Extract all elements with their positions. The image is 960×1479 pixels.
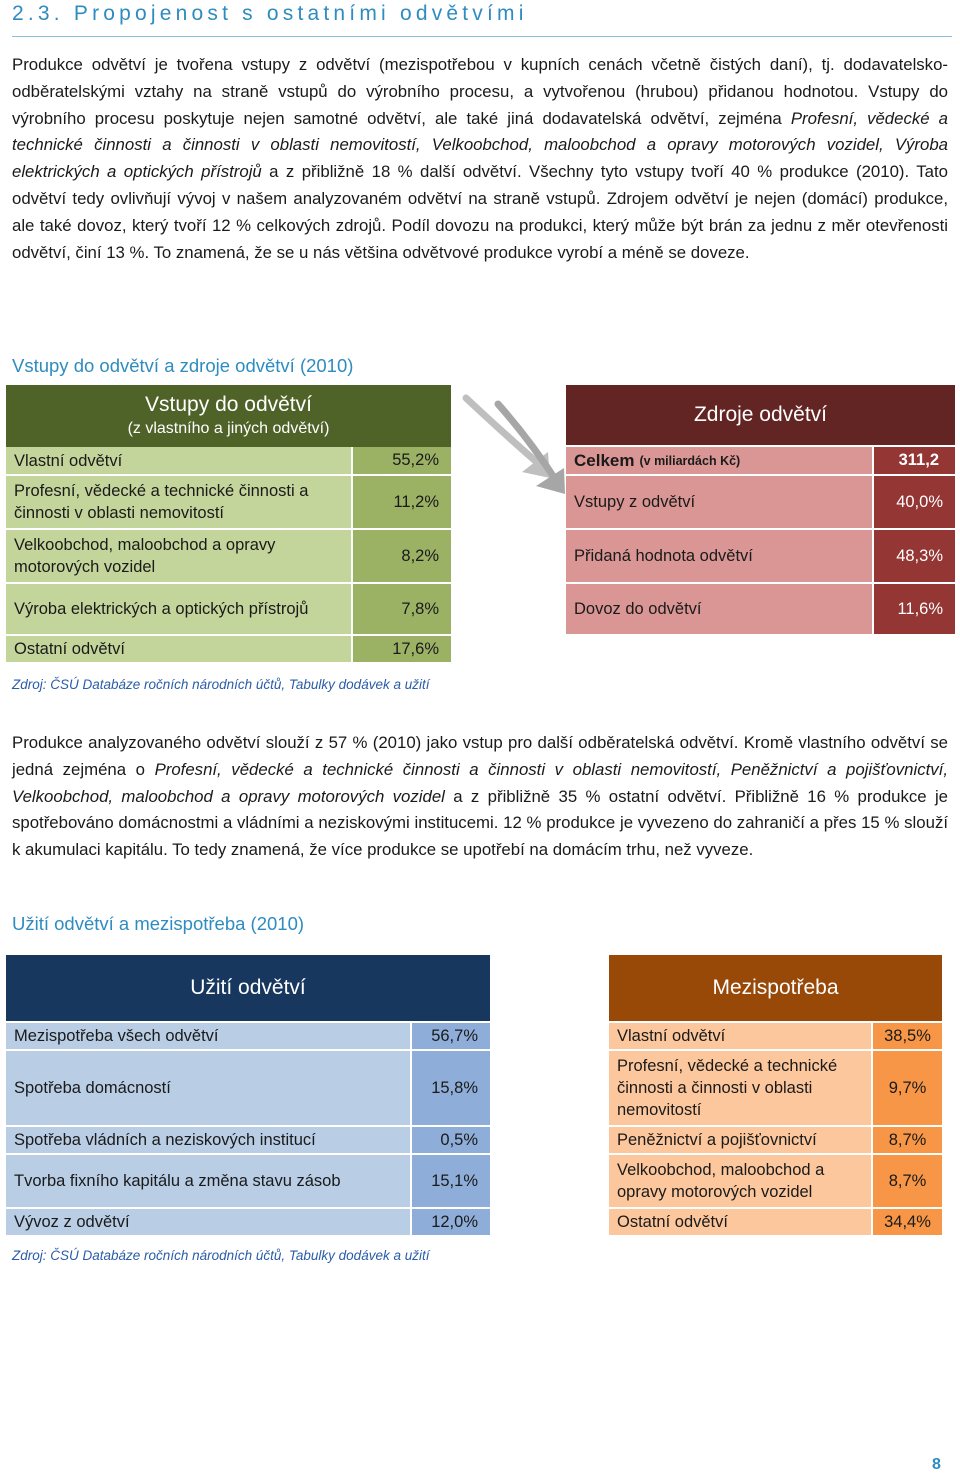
intermediate-table-header — [609, 955, 942, 1021]
sources_table-row-value: 40,0% — [874, 476, 955, 528]
inputs_table-row-value: 11,2% — [353, 476, 451, 528]
inputs-sources-title: Vstupy do odvětví a zdroje odvětví (2010) — [12, 355, 354, 376]
use-table-title: Užití odvětví — [190, 976, 306, 999]
intermediate-table-title: Mezispotřeba — [712, 976, 839, 999]
inputs_table-row-value: 7,8% — [353, 584, 451, 634]
paragraph1-segment: Produkce odvětví je tvořena vstupy z odvětví (mezispotřebou v kupních cenách včetně čistých daní), tj. dodavatelsko-odběratelskými vztahy na straně vstupů do výrobního procesu, a vytvořenou (hrubou) přidanou hodnotou. Vstupy do výrobního procesu poskytuje nejen samotné odvětví, ale také jiná dodavatelská odvětví, zejména — [12, 55, 948, 128]
intermediate_table-row-value: 34,4% — [873, 1209, 942, 1235]
sources_table-row-value: 11,6% — [874, 584, 955, 634]
use_table-row-label: Spotřeba vládních a neziskových institucí — [6, 1127, 410, 1153]
use_table-row-value: 0,5% — [412, 1127, 490, 1153]
intermediate_table-row-value: 8,7% — [873, 1127, 942, 1153]
inputs-table-subtitle: (z vlastního a jiných odvětví) — [127, 420, 330, 437]
intermediate_table-row-value: 38,5% — [873, 1023, 942, 1049]
intermediate_table-row-label: Vlastní odvětví — [609, 1023, 871, 1049]
sources_table-row-label: Vstupy z odvětví — [566, 476, 872, 528]
paragraph2-segment: Profesní, vědecké a technické činnosti a činnosti v oblasti nemovitostí, Peněžnictví a pojišťovnictví, Velkoobchod, maloobchod a opravy motorových vozidel — [12, 759, 948, 806]
usage-paragraph — [12, 730, 948, 864]
sources-total-word: Celkem — [574, 450, 635, 470]
sources-total-value: 311,2 — [874, 447, 955, 474]
sources_table-row-label: Přidaná hodnota odvětví — [566, 530, 872, 582]
intermediate_table-row-label: Velkoobchod, maloobchod a opravy motorových vozidel — [609, 1155, 871, 1207]
inputs_table-row-label: Profesní, vědecké a technické činnosti a činnosti v oblasti nemovitostí — [6, 476, 351, 528]
sources_table-row-value: 48,3% — [874, 530, 955, 582]
intermediate_table-row-value: 8,7% — [873, 1155, 942, 1207]
use_table-row-value: 56,7% — [412, 1023, 490, 1049]
use-table-header — [6, 955, 490, 1021]
inputs_table-row-label: Ostatní odvětví — [6, 636, 351, 662]
paragraph1-segment: a z přibližně 18 % další odvětví. Všechny tyto vstupy tvoří 40 % produkce (2010). Tato odvětví tedy ovlivňují vývoj v našem analyzovaném odvětví na straně vstupů. Zdrojem odvětví je nejen (domácí) produkce, ale také dovoz, který tvoří 12 % celkových zdrojů. Podíl dovozu na produkci, který může být brán za jednu z měr otevřenosti odvětví, činí 13 %. To znamená, že se u nás většina odvětvové produkce vyrobí a méně se doveze. — [12, 162, 948, 262]
use_table-row-value: 15,8% — [412, 1051, 490, 1125]
inputs-table-title: Vstupy do odvětví — [145, 393, 312, 416]
inputs_table-row-value: 8,2% — [353, 530, 451, 582]
inputs_table-row-value: 55,2% — [353, 447, 451, 474]
paragraph1-segment: Profesní, vědecké a technické činnosti a činnosti v oblasti nemovitostí, Velkoobchod, maloobchod a opravy motorových vozidel, Výroba elektrických a optických přístrojů — [12, 108, 948, 182]
inputs_table-row-label: Velkoobchod, maloobchod a opravy motorových vozidel — [6, 530, 351, 582]
intermediate_table-row-label: Profesní, vědecké a technické činnosti a činnosti v oblasti nemovitostí — [609, 1051, 871, 1125]
source-note-1: Zdroj: ČSÚ Databáze ročních národních účtů, Tabulky dodávek a užití — [12, 677, 430, 692]
paragraph2-segment: Produkce analyzovaného odvětví slouží z 57 % (2010) jako vstup pro další odběratelská odvětví. Kromě vlastního odvětví se jedná zejména o — [12, 733, 948, 779]
use-intermediate-title: Užití odvětví a mezispotřeba (2010) — [12, 913, 305, 934]
sources-total-unit: (v miliardách Kč) — [639, 453, 741, 468]
page-number: 8 — [932, 1456, 941, 1473]
sources_table-row-label: Dovoz do odvětví — [566, 584, 872, 634]
use_table-row-label: Mezispotřeba všech odvětví — [6, 1023, 410, 1049]
section-heading: 2.3. Propojenost s ostatními odvětvími — [12, 0, 952, 37]
use_table-row-value: 15,1% — [412, 1155, 490, 1207]
use_table-row-label: Tvorba fixního kapitálu a změna stavu zásob — [6, 1155, 410, 1207]
intermediate_table-row-label: Peněžnictví a pojišťovnictví — [609, 1127, 871, 1153]
inputs_table-row-label: Vlastní odvětví — [6, 447, 351, 474]
intermediate_table-row-label: Ostatní odvětví — [609, 1209, 871, 1235]
paragraph2-segment: a z přibližně 35 % ostatní odvětví. Přibližně 16 % produkce je spotřebováno domácnostmi a vládními a neziskovými institucemi. 12 % produkce je vyvezeno do zahraničí a přes 15 % slouží k akumulaci kapitálu. To tedy znamená, že více produkce se upotřebí na domácím trhu, než vyveze. — [12, 786, 948, 860]
sources-table-title: Zdroje odvětví — [693, 403, 828, 426]
use_table-row-label: Spotřeba domácností — [6, 1051, 410, 1125]
use_table-row-label: Vývoz z odvětví — [6, 1209, 410, 1235]
inputs_table-row-value: 17,6% — [353, 636, 451, 662]
inputs_table-row-label: Výroba elektrických a optických přístrojů — [6, 584, 351, 634]
source-note-2: Zdroj: ČSÚ Databáze ročních národních účtů, Tabulky dodávek a užití — [12, 1248, 430, 1263]
use_table-row-value: 12,0% — [412, 1209, 490, 1235]
intermediate_table-row-value: 9,7% — [873, 1051, 942, 1125]
